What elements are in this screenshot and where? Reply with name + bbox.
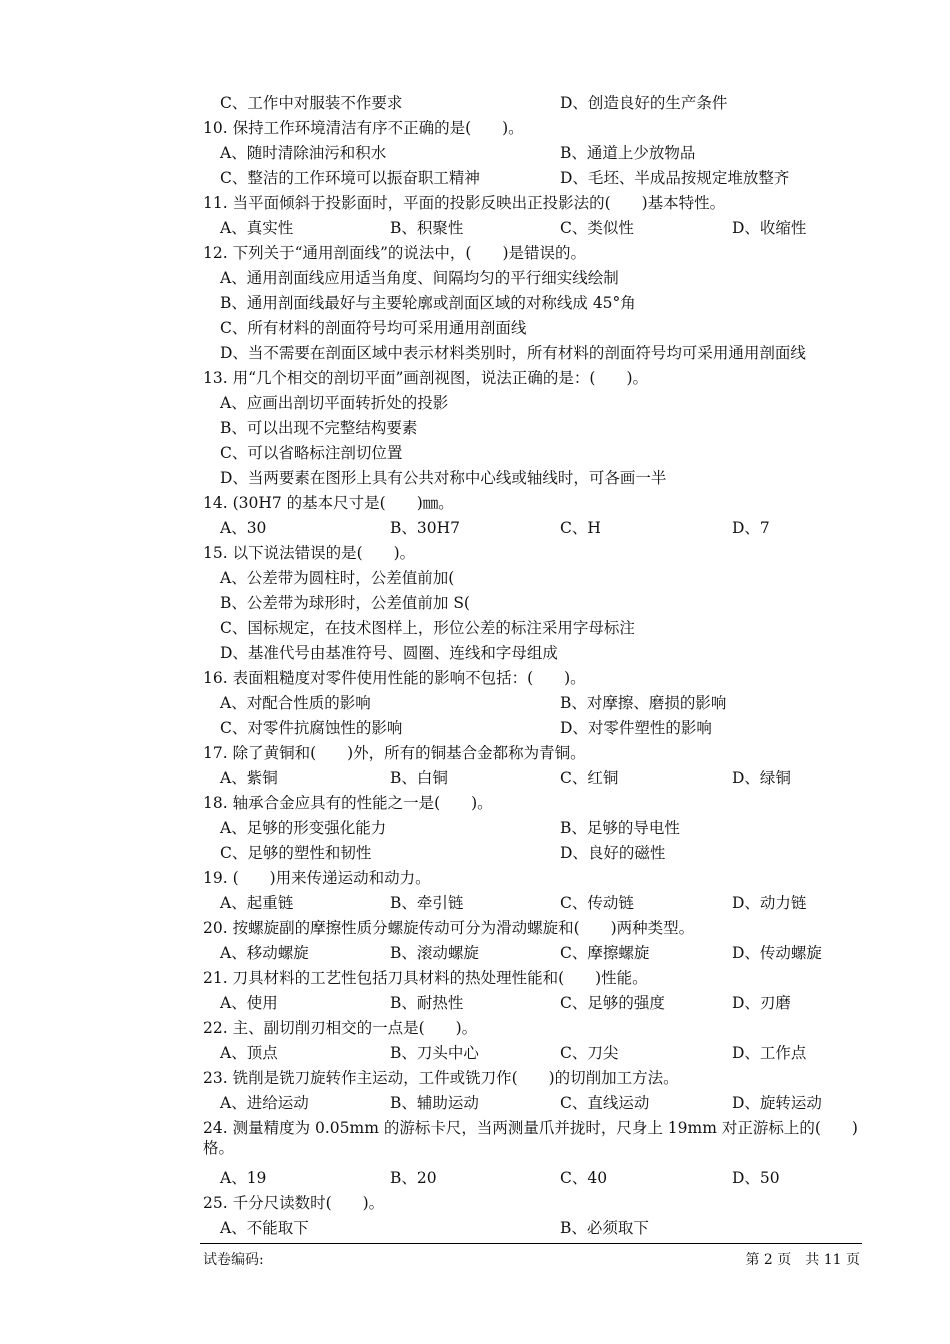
question-stem: 13. 用“几个相交的剖切平面”画剖视图，说法正确的是：( )。 bbox=[203, 369, 649, 387]
answer-option: B、对摩擦、磨损的影响 bbox=[560, 694, 727, 712]
question-stem: 11. 当平面倾斜于投影面时，平面的投影反映出正投影法的( )基本特性。 bbox=[203, 194, 726, 212]
question-stem: 18. 轴承合金应具有的性能之一是( )。 bbox=[203, 794, 493, 812]
answer-option: C、足够的塑性和韧性 bbox=[220, 844, 372, 862]
answer-option: C、40 bbox=[560, 1169, 608, 1187]
answer-option: A、通用剖面线应用适当角度、间隔均匀的平行细实线绘制 bbox=[220, 269, 619, 287]
question-stem: 23. 铣削是铣刀旋转作主运动，工件或铣刀作( )的切削加工方法。 bbox=[203, 1069, 679, 1087]
footer-paper-code: 试卷编码: bbox=[203, 1252, 264, 1268]
answer-option: B、辅助运动 bbox=[390, 1094, 479, 1112]
question-stem: 21. 刀具材料的工艺性包括刀具材料的热处理性能和( )性能。 bbox=[203, 969, 648, 987]
answer-option: B、30H7 bbox=[390, 519, 460, 537]
answer-option: B、滚动螺旋 bbox=[390, 944, 479, 962]
answer-option: C、H bbox=[560, 519, 601, 537]
answer-option: D、动力链 bbox=[732, 894, 807, 912]
answer-option: C、摩擦螺旋 bbox=[560, 944, 650, 962]
answer-option: C、可以省略标注剖切位置 bbox=[220, 444, 403, 462]
answer-option: C、红铜 bbox=[560, 769, 619, 787]
answer-option: A、随时清除油污和积水 bbox=[220, 144, 387, 162]
answer-option: A、不能取下 bbox=[220, 1219, 309, 1237]
question-stem: 10. 保持工作环境清洁有序不正确的是( )。 bbox=[203, 119, 524, 137]
answer-option: A、公差带为圆柱时，公差值前加( bbox=[220, 569, 455, 587]
answer-option: C、国标规定，在技术图样上，形位公差的标注采用字母标注 bbox=[220, 619, 635, 637]
answer-option: C、对零件抗腐蚀性的影响 bbox=[220, 719, 403, 737]
answer-option: B、白铜 bbox=[390, 769, 448, 787]
answer-option: B、可以出现不完整结构要素 bbox=[220, 419, 418, 437]
question-stem: 20. 按螺旋副的摩擦性质分螺旋传动可分为滑动螺旋和( )两种类型。 bbox=[203, 919, 695, 937]
answer-option: A、真实性 bbox=[220, 219, 294, 237]
answer-option: D、7 bbox=[732, 519, 770, 537]
answer-option: B、通用剖面线最好与主要轮廓或剖面区域的对称线成 45°角 bbox=[220, 294, 636, 312]
answer-option: D、传动螺旋 bbox=[732, 944, 822, 962]
answer-option: B、牵引链 bbox=[390, 894, 464, 912]
question-stem: 25. 千分尺读数时( )。 bbox=[203, 1194, 385, 1212]
answer-option: B、必须取下 bbox=[560, 1219, 649, 1237]
answer-option: D、创造良好的生产条件 bbox=[560, 94, 728, 112]
answer-option: C、刀尖 bbox=[560, 1044, 619, 1062]
answer-option: A、顶点 bbox=[220, 1044, 278, 1062]
answer-option: D、旋转运动 bbox=[732, 1094, 822, 1112]
answer-option: D、当两要素在图形上具有公共对称中心线或轴线时，可各画一半 bbox=[220, 469, 667, 487]
question-stem: 16. 表面粗糙度对零件使用性能的影响不包括：( )。 bbox=[203, 669, 586, 687]
answer-option: D、50 bbox=[732, 1169, 780, 1187]
question-stem: 12. 下列关于“通用剖面线”的说法中，( )是错误的。 bbox=[203, 244, 587, 262]
answer-option: C、工作中对服装不作要求 bbox=[220, 94, 403, 112]
answer-option: C、直线运动 bbox=[560, 1094, 650, 1112]
answer-option: C、足够的强度 bbox=[560, 994, 665, 1012]
answer-option: B、公差带为球形时，公差值前加 S( bbox=[220, 594, 470, 612]
answer-option: A、进给运动 bbox=[220, 1094, 309, 1112]
answer-option: D、良好的磁性 bbox=[560, 844, 666, 862]
answer-option: B、耐热性 bbox=[390, 994, 464, 1012]
answer-option: A、起重链 bbox=[220, 894, 294, 912]
answer-option: B、通道上少放物品 bbox=[560, 144, 696, 162]
answer-option: B、刀头中心 bbox=[390, 1044, 479, 1062]
question-stem: 14. (30H7 的基本尺寸是( )㎜。 bbox=[203, 494, 454, 512]
answer-option: A、使用 bbox=[220, 994, 278, 1012]
answer-option: B、足够的导电性 bbox=[560, 819, 680, 837]
answer-option: A、应画出剖切平面转折处的投影 bbox=[220, 394, 449, 412]
answer-option: D、刃磨 bbox=[732, 994, 791, 1012]
answer-option: D、收缩性 bbox=[732, 219, 807, 237]
answer-option: A、紫铜 bbox=[220, 769, 278, 787]
question-stem: 24. 测量精度为 0.05mm 的游标卡尺，当两测量爪并拢时，尺身上 19mm 对正游标上的( )格。 bbox=[203, 1119, 858, 1157]
answer-option: A、对配合性质的影响 bbox=[220, 694, 371, 712]
footer-rule bbox=[200, 1243, 862, 1244]
answer-option: D、对零件塑性的影响 bbox=[560, 719, 712, 737]
answer-option: D、基准代号由基准符号、圆圈、连线和字母组成 bbox=[220, 644, 558, 662]
answer-option: D、毛坯、半成品按规定堆放整齐 bbox=[560, 169, 790, 187]
question-stem: 15. 以下说法错误的是( )。 bbox=[203, 544, 416, 562]
answer-option: A、移动螺旋 bbox=[220, 944, 309, 962]
answer-option: B、积聚性 bbox=[390, 219, 464, 237]
answer-option: B、20 bbox=[390, 1169, 437, 1187]
answer-option: D、绿铜 bbox=[732, 769, 791, 787]
answer-option: A、30 bbox=[220, 519, 267, 537]
answer-option: D、当不需要在剖面区域中表示材料类别时，所有材料的剖面符号均可采用通用剖面线 bbox=[220, 344, 806, 362]
question-stem: 17. 除了黄铜和( )外，所有的铜基合金都称为青铜。 bbox=[203, 744, 586, 762]
footer-page-number: 第 2 页 共 11 页 bbox=[745, 1252, 860, 1268]
answer-option: D、工作点 bbox=[732, 1044, 807, 1062]
answer-option: C、整洁的工作环境可以振奋职工精神 bbox=[220, 169, 480, 187]
answer-option: C、类似性 bbox=[560, 219, 634, 237]
answer-option: C、所有材料的剖面符号均可采用通用剖面线 bbox=[220, 319, 527, 337]
answer-option: C、传动链 bbox=[560, 894, 634, 912]
answer-option: A、足够的形变强化能力 bbox=[220, 819, 387, 837]
question-stem: 19. ( )用来传递运动和动力。 bbox=[203, 869, 431, 887]
answer-option: A、19 bbox=[220, 1169, 267, 1187]
question-stem: 22. 主、副切削刃相交的一点是( )。 bbox=[203, 1019, 478, 1037]
